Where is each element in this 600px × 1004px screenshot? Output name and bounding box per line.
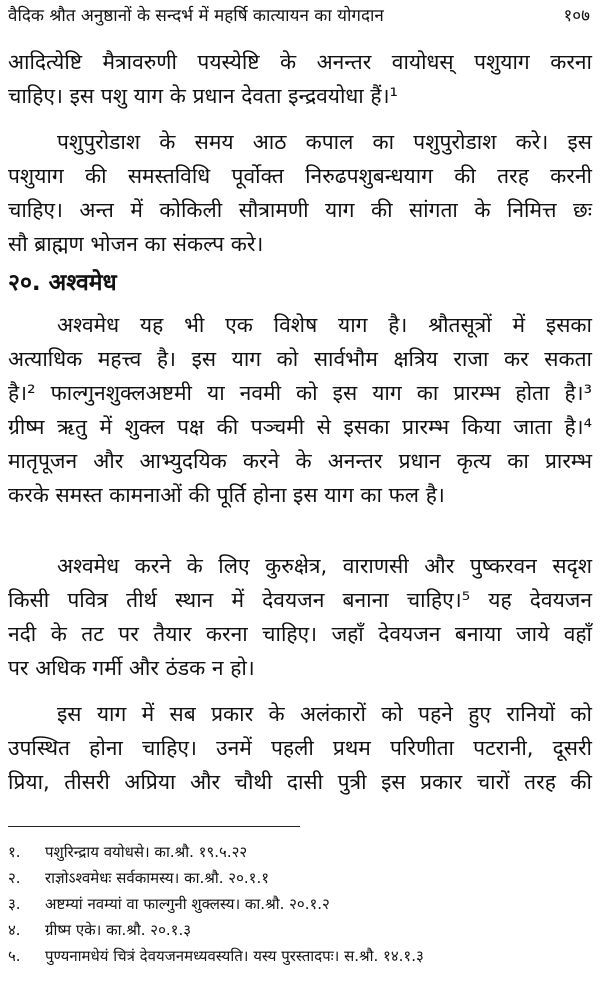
footnote-number: २. xyxy=(8,869,21,887)
footnote xyxy=(8,919,191,941)
paragraph-line: अश्वमेध करने के लिए कुरुक्षेत्र, वाराणसी और पुष्करवन सदृश xyxy=(57,554,592,578)
paragraph-line: पशुपुरोडाश के समय आठ कपाल का पशुपुरोडाश करे। इस xyxy=(57,130,592,154)
paragraph-line: उपस्थित होना चाहिए। उनमें पहली प्रथम परिणीता पटरानी, दूसरी xyxy=(8,736,592,760)
footnote xyxy=(8,893,330,915)
footnote-text: पशुरिन्द्राय वयोधसे। का.श्रौ. १९.५.२२ xyxy=(45,843,248,861)
paragraph-line: है।² फाल्गुनशुक्लअष्टमी या नवमी को इस याग का प्रारम्भ होता है।³ xyxy=(8,381,592,405)
footnote-text: पुण्यनामधेयं चित्रं देवयजनमध्यवस्यति। यस्य पुरस्तादपः। स.श्रौ. १४.१.३ xyxy=(45,947,424,965)
paragraph-line: करके समस्त कामनाओं की पूर्ति होना इस याग का फल है। xyxy=(8,483,445,507)
footnote xyxy=(8,841,247,863)
paragraph-line: चाहिए। इस पशु याग के प्रधान देवता इन्द्रवयोधा हैं।¹ xyxy=(8,84,398,108)
footnote-text: अष्टम्यां नवम्यां वा फाल्गुनी शुक्लस्य। का.श्रौ. २०.१.२ xyxy=(45,895,330,913)
paragraph-line: आदित्येष्टि मैत्रावरुणी पयस्येष्टि के अनन्तर वायोधस् पशुयाग करना xyxy=(8,50,592,74)
footnote-text: राज्ञोऽश्वमेधः सर्वकामस्य। का.श्रौ. २०.१.१ xyxy=(45,869,270,887)
paragraph-line: प्रिया, तीसरी अप्रिया और चौथी दासी पुत्री इस प्रकार चारों तरह की xyxy=(8,770,592,794)
footnote-number: ४. xyxy=(8,921,21,939)
footnote-number: १. xyxy=(8,843,21,861)
page-number: १०७ xyxy=(563,6,590,26)
footnote xyxy=(8,945,424,967)
footnote xyxy=(8,867,269,889)
paragraph-line: पर अधिक गर्मी और ठंडक न हो। xyxy=(8,656,255,680)
paragraph-line: सौ ब्राह्मण भोजन का संकल्प करे। xyxy=(8,232,264,256)
paragraph-line: अत्याधिक महत्त्व है। इस याग को सार्वभौम क्षत्रिय राजा कर सकता xyxy=(8,347,592,371)
footnote-number: ३. xyxy=(8,895,21,913)
footnote-text: ग्रीष्म एके। का.श्रौ. २०.१.३ xyxy=(45,921,192,939)
paragraph-line: मातृपूजन और आभ्युदयिक करने के अनन्तर प्रधान कृत्य का प्रारम्भ xyxy=(8,449,592,473)
paragraph-line: किसी पवित्र तीर्थ स्थान में देवयजन बनाना चाहिए।⁵ यह देवयजन xyxy=(8,588,592,612)
paragraph-line: चाहिए। अन्त में कोकिली सौत्रामणी याग की सांगता के निमित्त छः xyxy=(8,198,592,222)
paragraph-line: पशुयाग की समस्तविधि पूर्वोक्त निरुढपशुबन्धयाग की तरह करनी xyxy=(8,164,592,188)
paragraph-line: नदी के तट पर तैयार करना चाहिए। जहाँ देवयजन बनाया जाये वहाँ xyxy=(8,622,592,646)
paragraph-line: इस याग में सब प्रकार के अलंकारों को पहने हुए रानियों को xyxy=(57,702,592,726)
footnote-number: ५. xyxy=(8,947,21,965)
paragraph-line: अश्वमेध यह भी एक विशेष याग है। श्रौतसूत्रों में इसका xyxy=(57,313,592,337)
running-header-title: वैदिक श्रौत अनुष्ठानों के सन्दर्भ में महर्षि कात्यायन का योगदान xyxy=(8,6,384,26)
section-heading: २०. अश्वमेध xyxy=(8,270,117,296)
footnote-divider xyxy=(8,826,300,827)
paragraph-line: ग्रीष्म ऋतु में शुक्ल पक्ष की पञ्चमी से इसका प्रारम्भ किया जाता है।⁴ xyxy=(8,415,592,439)
